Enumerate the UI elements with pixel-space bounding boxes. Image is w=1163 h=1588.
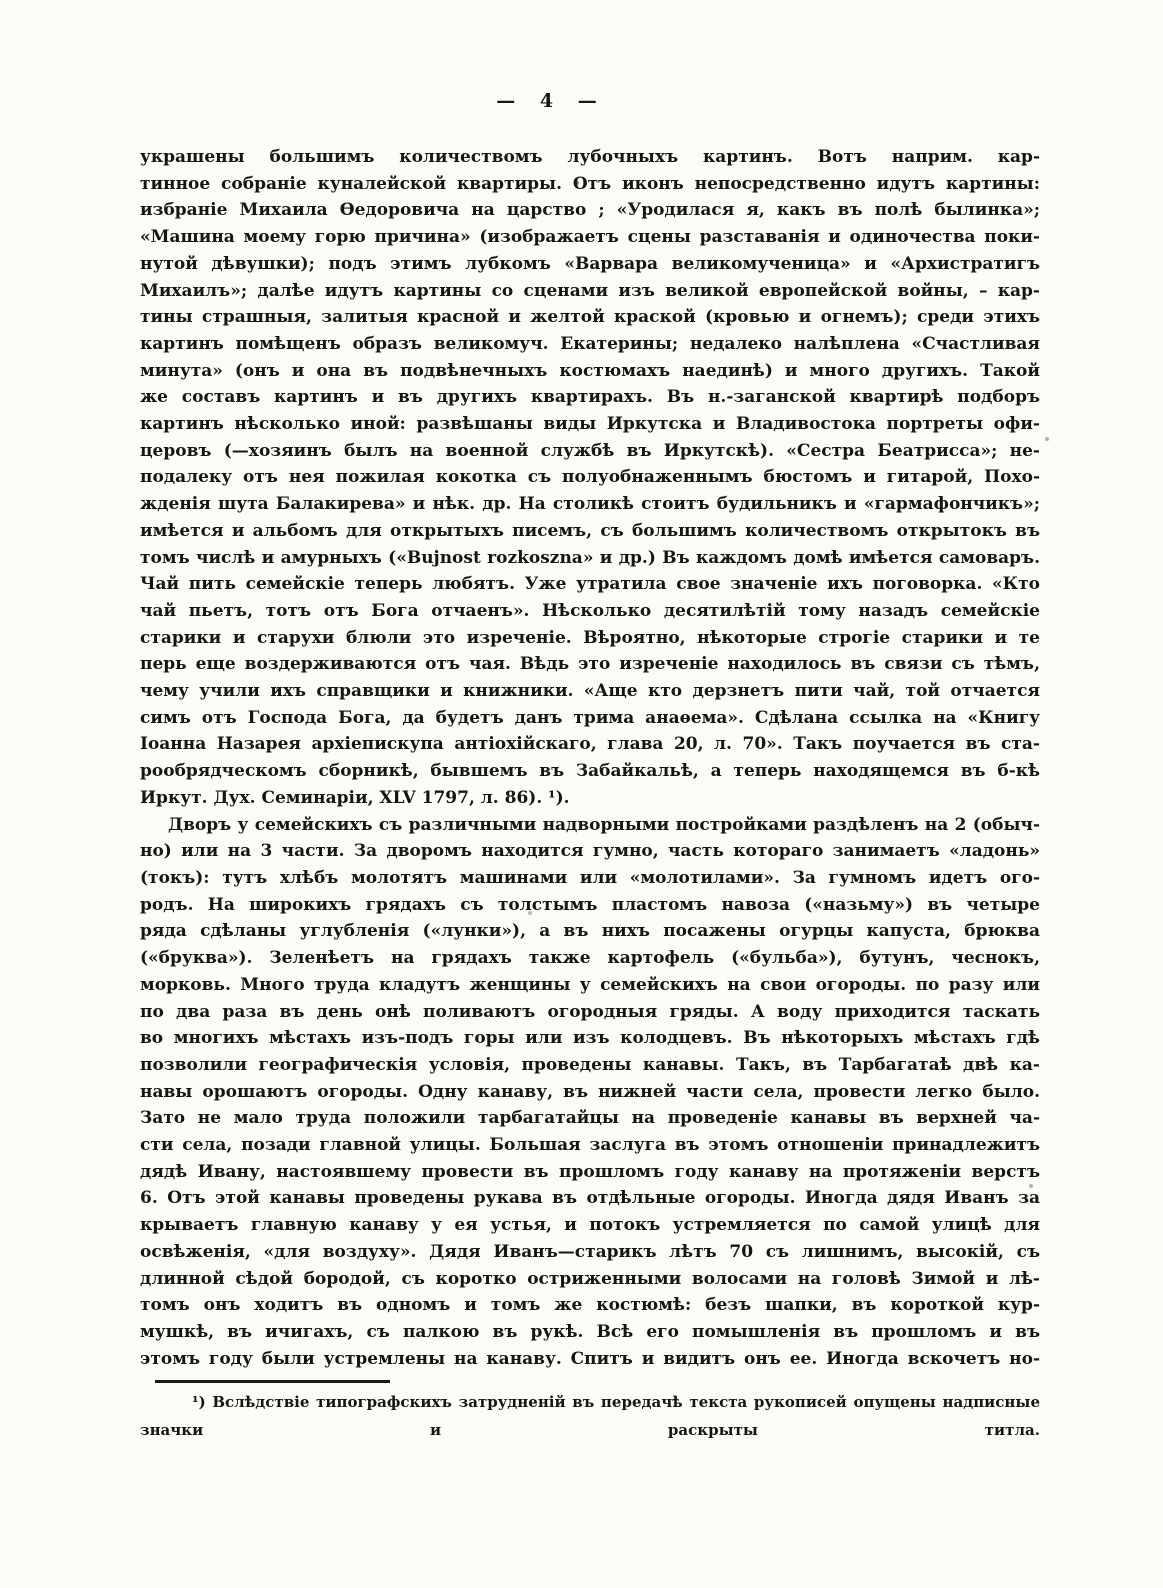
- text-line: же составъ картинъ и въ другихъ квартирахъ. Въ н.-заганской квартирѣ подборъ: [140, 387, 1040, 408]
- text-line: по два раза въ день онѣ поливаютъ огородныя гряды. А воду приходится таскать: [140, 1001, 1040, 1022]
- text-line: (токъ): тутъ хлѣбъ молотятъ машинами или «молотилами». За гумномъ идетъ ого-: [140, 867, 1040, 888]
- text-line: Дворъ у семейскихъ съ различными надворными постройками раздѣленъ на 2 (обыч-: [168, 814, 1040, 835]
- text-line: картинъ помѣщенъ образъ великомуч. Екатерины; недалеко налѣплена «Счастливая: [140, 333, 1040, 354]
- page-header: — 4 —: [496, 90, 598, 112]
- text-line: Михаилъ»; далѣе идутъ картины со сценами изъ великой европейской войны, – кар-: [140, 280, 1040, 301]
- text-line: рообрядческомъ сборникѣ, бывшемъ въ Забайкальѣ, а теперь находящемся въ б-кѣ: [140, 761, 1040, 782]
- text-line: церовъ (—хозяинъ былъ на военной службѣ въ Иркутскѣ). «Сестра Беатрисса»; не-: [140, 440, 1040, 461]
- text-line: избраніе Михаила Ѳедоровича на царство ; «Уродилася я, какъ въ полѣ былинка»;: [140, 200, 1040, 221]
- footnote: [140, 1388, 1040, 1444]
- main-text: [140, 144, 1040, 1444]
- text-line: чай пьетъ, тотъ отъ Бога отчаенъ». Нѣсколько десятилѣтій тому назадъ семейскіе: [140, 600, 1040, 621]
- text-line: старики и старухи блюли это изреченіе. Вѣроятно, нѣкоторые строгіе старики и те: [140, 627, 1040, 648]
- text-line: жденія шута Балакирева» и нѣк. др. На столикѣ стоитъ будильникъ и «гармафончикъ»;: [140, 494, 1040, 515]
- text-line: позволили географическія условія, проведены канавы. Такъ, въ Тарбагатаѣ двѣ ка-: [140, 1054, 1040, 1075]
- text-line: Иркут. Дух. Семинаріи, XLV 1797, л. 86). ¹).: [140, 787, 570, 808]
- text-line: морковь. Много труда кладутъ женщины у семейскихъ на свои огороды. по разу или: [140, 974, 1040, 995]
- text-line: дядѣ Ивану, настоявшему провести въ прошломъ году канаву на протяженіи верстъ: [140, 1161, 1040, 1182]
- text-line: тинное собраніе куналейской квартиры. Отъ иконъ непосредственно идутъ картины:: [140, 173, 1040, 194]
- paragraph-1: [140, 144, 1040, 812]
- text-line: крываетъ главную канаву у ея устья, и потокъ устремляется по самой улицѣ для: [140, 1215, 1040, 1236]
- text-line: навы орошаютъ огороды. Одну канаву, въ нижней части села, провести легко было.: [140, 1081, 1040, 1102]
- text-line: перь еще воздерживаются отъ чая. Вѣдь это изреченіе находилось въ связи съ тѣмъ,: [140, 654, 1040, 675]
- text-line: родъ. На широкихъ грядахъ съ толстымъ пластомъ навоза («назьму») въ четыре: [140, 894, 1040, 915]
- text-line: томъ числѣ и амурныхъ («Bujnost rozkoszna» и др.) Въ каждомъ домѣ имѣется самоваръ.: [140, 547, 1040, 568]
- scan-noise: [0, 0, 2, 2]
- text-line: длинной сѣдой бородой, съ коротко остриженными волосами на головѣ Зимой и лѣ-: [140, 1268, 1040, 1289]
- text-line: чему учили ихъ справщики и книжники. «Аще кто дерзнетъ пити чай, той отчается: [140, 681, 1040, 702]
- text-line: ¹) Вслѣдствіе типографскихъ затрудненій въ передачѣ текста рукописей опущены надписные: [192, 1393, 1040, 1412]
- text-line: томъ онъ ходитъ въ одномъ и томъ же костюмѣ: безъ шапки, въ короткой кур-: [140, 1295, 1040, 1316]
- text-line: освѣженія, «для воздуху». Дядя Иванъ—старикъ лѣтъ 70 съ лишнимъ, высокій, съ: [140, 1241, 1040, 1262]
- text-line: мушкѣ, въ ичигахъ, съ палкою въ рукѣ. Всѣ его помышленія въ прошломъ и въ: [140, 1321, 1040, 1342]
- text-line: («бруква»). Зеленѣетъ на грядахъ также картофель («бульба»), бутунъ, чеснокъ,: [140, 948, 1040, 969]
- text-line: Іоанна Назарея архіепискупа антіохійскаго, глава 20, л. 70». Такъ поучается въ ста-: [140, 734, 1040, 755]
- text-line: во многихъ мѣстахъ изъ-подъ горы или изъ колодцевъ. Въ нѣкоторыхъ мѣстахъ гдѣ: [140, 1028, 1040, 1049]
- text-line: картинъ нѣсколько иной: развѣшаны виды Иркутска и Владивостока портреты офи-: [140, 414, 1040, 435]
- text-line: тины страшныя, залитыя красной и желтой краской (кровью и огнемъ); среди этихъ: [140, 307, 1040, 328]
- paragraph-2: [140, 812, 1040, 1373]
- text-line: но) или на 3 части. За дворомъ находится гумно, часть котораго занимаетъ «ладонь»: [140, 841, 1040, 862]
- text-line: Зато не мало труда положили тарбагатайцы на проведеніе канавы въ верхней ча-: [140, 1108, 1040, 1129]
- text-line: подалеку отъ нея пожилая кокотка съ полуобнаженнымъ бюстомъ и гитарой, Похо-: [140, 467, 1040, 488]
- text-line: сти села, позади главной улицы. Большая заслуга въ этомъ отношеніи принадлежитъ: [140, 1135, 1040, 1156]
- text-line: нутой дѣвушки); подъ этимъ лубкомъ «Варвара великомученица» и «Архистратигъ: [140, 253, 1040, 274]
- text-line: «Машина моему горю причина» (изображаетъ сцены разставанія и одиночества поки-: [140, 227, 1040, 248]
- text-line: украшены большимъ количествомъ лубочныхъ картинъ. Вотъ наприм. кар-: [140, 147, 1040, 167]
- text-line: симъ отъ Господа Бога, да будетъ данъ трима анаѳема». Сдѣлана ссылка на «Книгу: [140, 707, 1040, 728]
- text-line: значки и раскрыты титла.: [140, 1421, 1040, 1440]
- text-line: ряда сдѣланы углубленія («лунки»), а въ нихъ посажены огурцы капуста, брюква: [140, 921, 1040, 942]
- text-line: имѣется и альбомъ для открытыхъ писемъ, съ большимъ количествомъ открытокъ въ: [140, 520, 1040, 541]
- text-line: минута» (онъ и она въ подвѣнечныхъ костюмахъ наединѣ) и много другихъ. Такой: [140, 360, 1040, 381]
- text-line: 6. Отъ этой канавы проведены рукава въ отдѣльные огороды. Иногда дядя Иванъ за: [140, 1188, 1040, 1209]
- text-line: этомъ году были устремлены на канаву. Спитъ и видитъ онъ ее. Иногда вскочетъ но-: [140, 1348, 1040, 1369]
- text-line: Чай пить семейскіе теперь любятъ. Уже утратила свое значеніе ихъ поговорка. «Кто: [140, 574, 1040, 595]
- footnote-rule: [155, 1380, 390, 1383]
